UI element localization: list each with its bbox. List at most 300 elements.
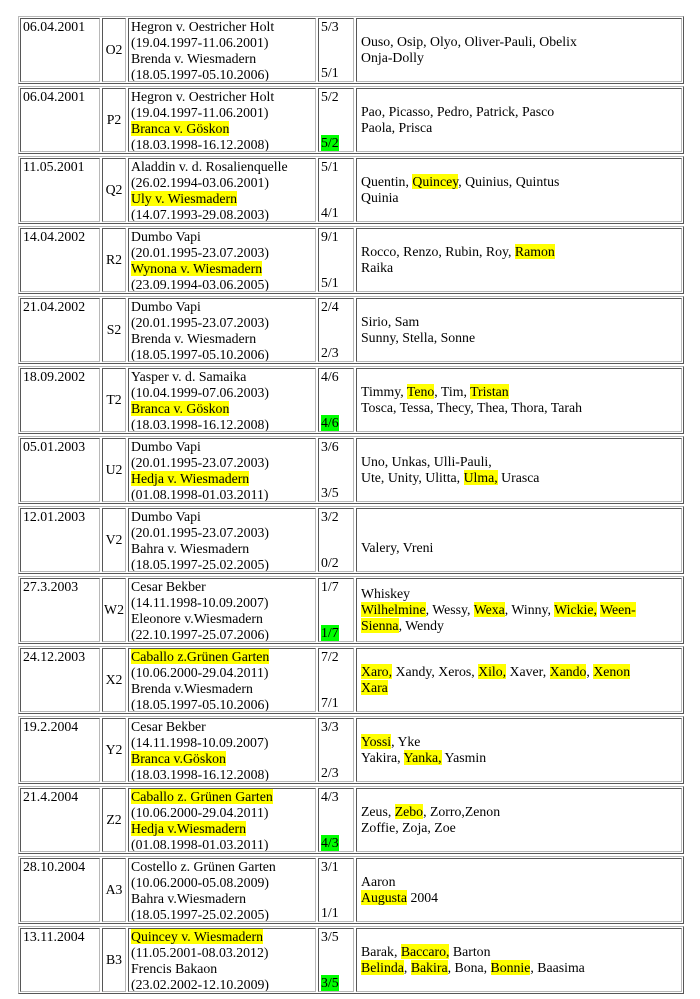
text-segment: Barton xyxy=(449,944,491,959)
text-line xyxy=(361,34,679,50)
table-row xyxy=(18,436,684,504)
highlighted-text: Augusta xyxy=(361,890,407,905)
date-cell xyxy=(20,18,100,82)
ratio-bottom: 5/1 xyxy=(321,65,339,80)
highlighted-text: Hedja v.Wiesmadern xyxy=(131,821,247,836)
text-line xyxy=(131,509,313,525)
text-segment: , Winny, xyxy=(504,602,555,617)
ratio-bottom: 3/5 xyxy=(321,975,339,990)
text-segment: (01.08.1998-01.03.2011) xyxy=(131,837,269,852)
text-segment: , Wendy xyxy=(398,618,444,633)
text-line xyxy=(361,260,679,276)
text-line xyxy=(131,875,313,891)
text-segment: Zoffie, Zoja, Zoe xyxy=(361,820,456,835)
code-cell xyxy=(102,88,126,152)
ratio-cell xyxy=(318,788,354,852)
text-segment: Uno, Unkas, Ulli-Pauli, xyxy=(361,454,492,469)
text-segment: Ute, Unity, Ulitta, xyxy=(361,470,464,485)
text-segment: Yakira, xyxy=(361,750,404,765)
parents-cell xyxy=(128,508,316,572)
parents-cell xyxy=(128,298,316,362)
text-segment: Xaver, xyxy=(506,664,550,679)
date-cell xyxy=(20,718,100,782)
highlighted-text: Ramon xyxy=(514,244,555,259)
code-cell xyxy=(102,368,126,432)
parents-cell xyxy=(128,228,316,292)
text-line xyxy=(131,891,313,907)
ratio-cell xyxy=(318,858,354,922)
text-segment: Quinia xyxy=(361,190,399,205)
code-cell xyxy=(102,438,126,502)
highlighted-text: Branca v.Göskon xyxy=(131,751,226,766)
text-segment: Dumbo Vapi xyxy=(131,299,201,314)
code-cell xyxy=(102,158,126,222)
text-segment: Yasper v. d. Samaika xyxy=(131,369,247,384)
litter-code: U2 xyxy=(105,462,123,477)
highlighted-text: Bonnie xyxy=(490,960,531,975)
text-line xyxy=(131,789,313,805)
text-line xyxy=(131,961,313,977)
text-segment: Aaron xyxy=(361,874,396,889)
table-row xyxy=(18,716,684,784)
table-row xyxy=(18,366,684,434)
text-segment: Dumbo Vapi xyxy=(131,229,201,244)
text-segment: (01.08.1998-01.03.2011) xyxy=(131,487,269,502)
litter-date: 06.04.2001 xyxy=(23,19,86,34)
litter-date: 27.3.2003 xyxy=(23,579,79,594)
ratio-bottom: 1/7 xyxy=(321,625,339,640)
litter-code: Z2 xyxy=(106,812,122,827)
table-row xyxy=(18,856,684,924)
text-line xyxy=(131,837,313,852)
text-line xyxy=(131,767,313,782)
text-segment: (18.03.1998-16.12.2008) xyxy=(131,137,269,152)
text-line xyxy=(361,874,679,890)
text-segment: Pao, Picasso, Pedro, Patrick, Pasco xyxy=(361,104,555,119)
code-cell xyxy=(102,718,126,782)
text-line xyxy=(131,159,313,175)
highlighted-text: Xando xyxy=(549,664,587,679)
text-line xyxy=(131,697,313,712)
ratio-top: 5/3 xyxy=(321,19,339,34)
highlighted-text: Wexa xyxy=(473,602,505,617)
parents-cell xyxy=(128,718,316,782)
litter-date: 05.01.2003 xyxy=(23,439,86,454)
code-cell xyxy=(102,18,126,82)
text-segment: (18.05.1997-25.02.2005) xyxy=(131,557,269,572)
table-row xyxy=(18,296,684,364)
date-cell xyxy=(20,368,100,432)
parents-cell xyxy=(128,648,316,712)
litter-date: 28.10.2004 xyxy=(23,859,86,874)
text-segment: Brenda v. Wiesmadern xyxy=(131,51,257,66)
names-cell xyxy=(356,88,682,152)
text-segment: (18.05.1997-05.10.2006) xyxy=(131,697,269,712)
text-line xyxy=(131,229,313,245)
text-line xyxy=(131,821,313,837)
text-line xyxy=(131,277,313,292)
litter-date: 24.12.2003 xyxy=(23,649,86,664)
highlighted-text: Xenon xyxy=(593,664,631,679)
ratio-cell xyxy=(318,718,354,782)
text-line xyxy=(361,734,679,750)
highlighted-text: Ulma, xyxy=(463,470,498,485)
text-line xyxy=(361,750,679,766)
text-segment: , Wessy, xyxy=(425,602,474,617)
text-segment: , Baasima xyxy=(530,960,585,975)
parents-cell xyxy=(128,928,316,992)
names-cell xyxy=(356,298,682,362)
litter-code: R2 xyxy=(105,252,123,267)
ratio-top: 5/1 xyxy=(321,159,339,174)
date-cell xyxy=(20,298,100,362)
text-segment: Dumbo Vapi xyxy=(131,439,201,454)
date-cell xyxy=(20,578,100,642)
text-segment: Costello z. Grünen Garten xyxy=(131,859,276,874)
parents-cell xyxy=(128,788,316,852)
text-segment: Onja-Dolly xyxy=(361,50,424,65)
litter-date: 21.4.2004 xyxy=(23,789,79,804)
ratio-cell xyxy=(318,88,354,152)
text-segment: Barak, xyxy=(361,944,401,959)
names-cell xyxy=(356,228,682,292)
text-segment: (19.04.1997-11.06.2001) xyxy=(131,105,269,120)
ratio-cell xyxy=(318,158,354,222)
highlighted-text: Quincey xyxy=(412,174,459,189)
text-line xyxy=(131,347,313,362)
text-segment: Aladdin v. d. Rosalienquelle xyxy=(131,159,288,174)
code-cell xyxy=(102,858,126,922)
text-line xyxy=(361,540,679,556)
code-cell xyxy=(102,508,126,572)
text-line xyxy=(361,820,679,836)
text-segment: Zeus, xyxy=(361,804,395,819)
litter-code: S2 xyxy=(106,322,122,337)
text-segment: Bahra v. Wiesmadern xyxy=(131,541,250,556)
litter-date: 21.04.2002 xyxy=(23,299,86,314)
text-segment: , Tim, xyxy=(434,384,471,399)
text-line xyxy=(131,525,313,541)
ratio-bottom: 3/5 xyxy=(321,485,339,500)
text-line xyxy=(131,19,313,35)
ratio-top: 4/3 xyxy=(321,789,339,804)
text-line xyxy=(361,314,679,330)
table-row xyxy=(18,156,684,224)
text-segment: (14.07.1993-29.08.2003) xyxy=(131,207,269,222)
text-segment: Frencis Bakaon xyxy=(131,961,218,976)
litter-code: X2 xyxy=(105,672,123,687)
text-line xyxy=(131,439,313,455)
code-cell xyxy=(102,228,126,292)
litter-date: 14.04.2002 xyxy=(23,229,86,244)
text-segment: Cesar Bekber xyxy=(131,719,206,734)
text-line xyxy=(131,751,313,767)
ratio-top: 3/2 xyxy=(321,509,339,524)
text-line xyxy=(131,455,313,471)
date-cell xyxy=(20,438,100,502)
litter-date: 13.11.2004 xyxy=(23,929,85,944)
date-cell xyxy=(20,508,100,572)
names-cell xyxy=(356,368,682,432)
names-cell xyxy=(356,718,682,782)
text-line xyxy=(361,330,679,346)
text-segment: Raika xyxy=(361,260,394,275)
text-line xyxy=(131,579,313,595)
text-segment: (11.05.2001-08.03.2012) xyxy=(131,945,269,960)
table-row xyxy=(18,786,684,854)
text-line xyxy=(361,524,679,540)
litter-code: Q2 xyxy=(105,182,123,197)
text-line xyxy=(131,929,313,945)
litter-code: A3 xyxy=(105,882,123,897)
text-segment: Hegron v. Oestricher Holt xyxy=(131,89,275,104)
text-segment: Xandy, Xeros, xyxy=(392,664,479,679)
highlighted-text: Wynona v. Wiesmadern xyxy=(131,261,263,276)
highlighted-text: Branca v. Göskon xyxy=(131,401,230,416)
ratio-top: 9/1 xyxy=(321,229,339,244)
text-line xyxy=(361,400,679,416)
ratio-bottom: 1/1 xyxy=(321,905,339,920)
text-segment: (18.03.1998-16.12.2008) xyxy=(131,417,269,432)
litter-date: 12.01.2003 xyxy=(23,509,86,524)
ratio-top: 5/2 xyxy=(321,89,339,104)
text-line xyxy=(131,137,313,152)
text-line xyxy=(131,89,313,105)
text-segment: Yasmin xyxy=(441,750,487,765)
highlighted-text: Baccaro, xyxy=(400,944,450,959)
text-line xyxy=(131,665,313,681)
text-line xyxy=(131,369,313,385)
text-segment: (23.02.2002-12.10.2009) xyxy=(131,977,269,992)
text-line xyxy=(131,907,313,922)
highlighted-text: Xara xyxy=(361,680,388,695)
date-cell xyxy=(20,158,100,222)
code-cell xyxy=(102,788,126,852)
text-segment: , Zorro,Zenon xyxy=(423,804,501,819)
highlighted-text: Branca v. Göskon xyxy=(131,121,230,136)
text-line xyxy=(131,557,313,572)
date-cell xyxy=(20,88,100,152)
text-line xyxy=(361,960,679,976)
text-line xyxy=(361,618,679,634)
text-segment: , Yke xyxy=(391,734,421,749)
text-segment: (19.04.1997-11.06.2001) xyxy=(131,35,269,50)
litter-code: Y2 xyxy=(105,742,123,757)
ratio-cell xyxy=(318,18,354,82)
table-row xyxy=(18,926,684,994)
text-line xyxy=(361,586,679,602)
text-segment: (10.06.2000-05.08.2009) xyxy=(131,875,269,890)
text-line xyxy=(131,105,313,121)
text-line xyxy=(131,471,313,487)
text-segment: 2004 xyxy=(407,890,439,905)
text-segment: Rocco, Renzo, Rubin, Roy, xyxy=(361,244,515,259)
ratio-top: 3/5 xyxy=(321,929,339,944)
table-row xyxy=(18,16,684,84)
ratio-top: 3/6 xyxy=(321,439,339,454)
text-line xyxy=(131,681,313,697)
ratio-bottom: 7/1 xyxy=(321,695,339,710)
text-segment: Tosca, Tessa, Thecy, Thea, Thora, Tarah xyxy=(361,400,582,415)
highlighted-text: Teno xyxy=(406,384,435,399)
text-segment: Eleonore v.Wiesmadern xyxy=(131,611,263,626)
ratio-top: 2/4 xyxy=(321,299,339,314)
text-segment: (10.04.1999-07.06.2003) xyxy=(131,385,269,400)
ratio-bottom: 2/3 xyxy=(321,765,339,780)
text-segment: (14.11.1998-10.09.2007) xyxy=(131,735,269,750)
text-line xyxy=(131,649,313,665)
ratio-cell xyxy=(318,368,354,432)
text-segment: Brenda v.Wiesmadern xyxy=(131,681,253,696)
text-segment: , xyxy=(403,960,411,975)
text-segment: Bahra v.Wiesmadern xyxy=(131,891,247,906)
text-line xyxy=(361,664,679,680)
highlighted-text: Ween- xyxy=(600,602,636,617)
text-line xyxy=(131,245,313,261)
text-line xyxy=(131,595,313,611)
ratio-cell xyxy=(318,438,354,502)
highlighted-text: Yossi xyxy=(361,734,392,749)
date-cell xyxy=(20,928,100,992)
text-line xyxy=(131,51,313,67)
text-line xyxy=(131,805,313,821)
text-line xyxy=(361,944,679,960)
text-segment: , Bona, xyxy=(447,960,491,975)
highlighted-text: Quincey v. Wiesmadern xyxy=(131,929,264,944)
text-line xyxy=(361,384,679,400)
text-segment: (18.05.1997-05.10.2006) xyxy=(131,67,269,82)
highlighted-text: Belinda xyxy=(361,960,404,975)
text-line xyxy=(131,261,313,277)
table-row xyxy=(18,576,684,644)
text-line xyxy=(361,470,679,486)
text-segment: Paola, Prisca xyxy=(361,120,433,135)
text-segment: , Quinius, Quintus xyxy=(458,174,560,189)
code-cell xyxy=(102,578,126,642)
text-segment: , xyxy=(586,664,594,679)
ratio-bottom: 4/6 xyxy=(321,415,339,430)
text-segment: (26.02.1994-03.06.2001) xyxy=(131,175,269,190)
ratio-top: 3/3 xyxy=(321,719,339,734)
names-cell xyxy=(356,648,682,712)
parents-cell xyxy=(128,858,316,922)
text-line xyxy=(131,191,313,207)
text-line xyxy=(131,207,313,222)
highlighted-text: Xaro, xyxy=(361,664,393,679)
highlighted-text: Xilo, xyxy=(478,664,507,679)
date-cell xyxy=(20,648,100,712)
litter-code: W2 xyxy=(104,602,124,617)
text-segment: Hegron v. Oestricher Holt xyxy=(131,19,275,34)
code-cell xyxy=(102,648,126,712)
text-segment: Ouso, Osip, Olyo, Oliver-Pauli, Obelix xyxy=(361,34,577,49)
text-segment: (14.11.1998-10.09.2007) xyxy=(131,595,269,610)
highlighted-text: Tristan xyxy=(470,384,509,399)
highlighted-text: Hedja v. Wiesmadern xyxy=(131,471,250,486)
names-cell xyxy=(356,858,682,922)
text-line xyxy=(131,385,313,401)
highlighted-text: Caballo z.Grünen Garten xyxy=(131,649,270,664)
litter-code: T2 xyxy=(106,392,122,407)
litter-date: 19.2.2004 xyxy=(23,719,79,734)
table-row xyxy=(18,226,684,294)
ratio-top: 4/6 xyxy=(321,369,339,384)
text-line xyxy=(131,977,313,992)
text-segment: (18.03.1998-16.12.2008) xyxy=(131,767,269,782)
text-line xyxy=(361,890,679,906)
text-line xyxy=(131,67,313,82)
parents-cell xyxy=(128,18,316,82)
ratio-bottom: 4/3 xyxy=(321,835,339,850)
names-cell xyxy=(356,158,682,222)
text-segment: Sirio, Sam xyxy=(361,314,420,329)
highlighted-text: Bakira xyxy=(410,960,448,975)
text-line xyxy=(131,487,313,502)
ratio-cell xyxy=(318,928,354,992)
text-line xyxy=(361,190,679,206)
text-line xyxy=(131,541,313,557)
text-line xyxy=(361,804,679,820)
text-line xyxy=(361,680,679,696)
text-segment: Dumbo Vapi xyxy=(131,509,201,524)
text-line xyxy=(131,35,313,51)
ratio-top: 7/2 xyxy=(321,649,339,664)
litter-date: 18.09.2002 xyxy=(23,369,86,384)
highlighted-text: Caballo z. Grünen Garten xyxy=(131,789,273,804)
litter-date: 11.05.2001 xyxy=(23,159,85,174)
text-segment: Whiskey xyxy=(361,586,411,601)
ratio-top: 1/7 xyxy=(321,579,339,594)
names-cell xyxy=(356,788,682,852)
text-line xyxy=(131,175,313,191)
ratio-cell xyxy=(318,508,354,572)
ratio-bottom: 4/1 xyxy=(321,205,339,220)
names-cell xyxy=(356,438,682,502)
text-line xyxy=(131,121,313,137)
text-line xyxy=(131,299,313,315)
text-segment: Cesar Bekber xyxy=(131,579,206,594)
date-cell xyxy=(20,788,100,852)
ratio-cell xyxy=(318,228,354,292)
text-line xyxy=(361,602,679,618)
text-line xyxy=(131,719,313,735)
text-line xyxy=(131,315,313,331)
text-line xyxy=(131,945,313,961)
names-cell xyxy=(356,508,682,572)
parents-cell xyxy=(128,158,316,222)
highlighted-text: Yanka, xyxy=(403,750,442,765)
text-segment: Sunny, Stella, Sonne xyxy=(361,330,476,345)
ratio-bottom: 0/2 xyxy=(321,555,339,570)
litter-date: 06.04.2001 xyxy=(23,89,86,104)
text-line xyxy=(361,104,679,120)
ratio-cell xyxy=(318,578,354,642)
table-row xyxy=(18,86,684,154)
parents-cell xyxy=(128,88,316,152)
text-segment: Brenda v. Wiesmadern xyxy=(131,331,257,346)
text-segment: Urasca xyxy=(497,470,540,485)
litter-code: O2 xyxy=(105,42,123,57)
ratio-bottom: 5/2 xyxy=(321,135,339,150)
text-line xyxy=(131,611,313,627)
text-line xyxy=(131,331,313,347)
text-segment: (18.05.1997-25.02.2005) xyxy=(131,907,269,922)
text-segment: (18.05.1997-05.10.2006) xyxy=(131,347,269,362)
highlighted-text: Wickie, xyxy=(554,602,597,617)
parents-cell xyxy=(128,578,316,642)
highlighted-text: Zebo xyxy=(394,804,424,819)
ratio-cell xyxy=(318,648,354,712)
